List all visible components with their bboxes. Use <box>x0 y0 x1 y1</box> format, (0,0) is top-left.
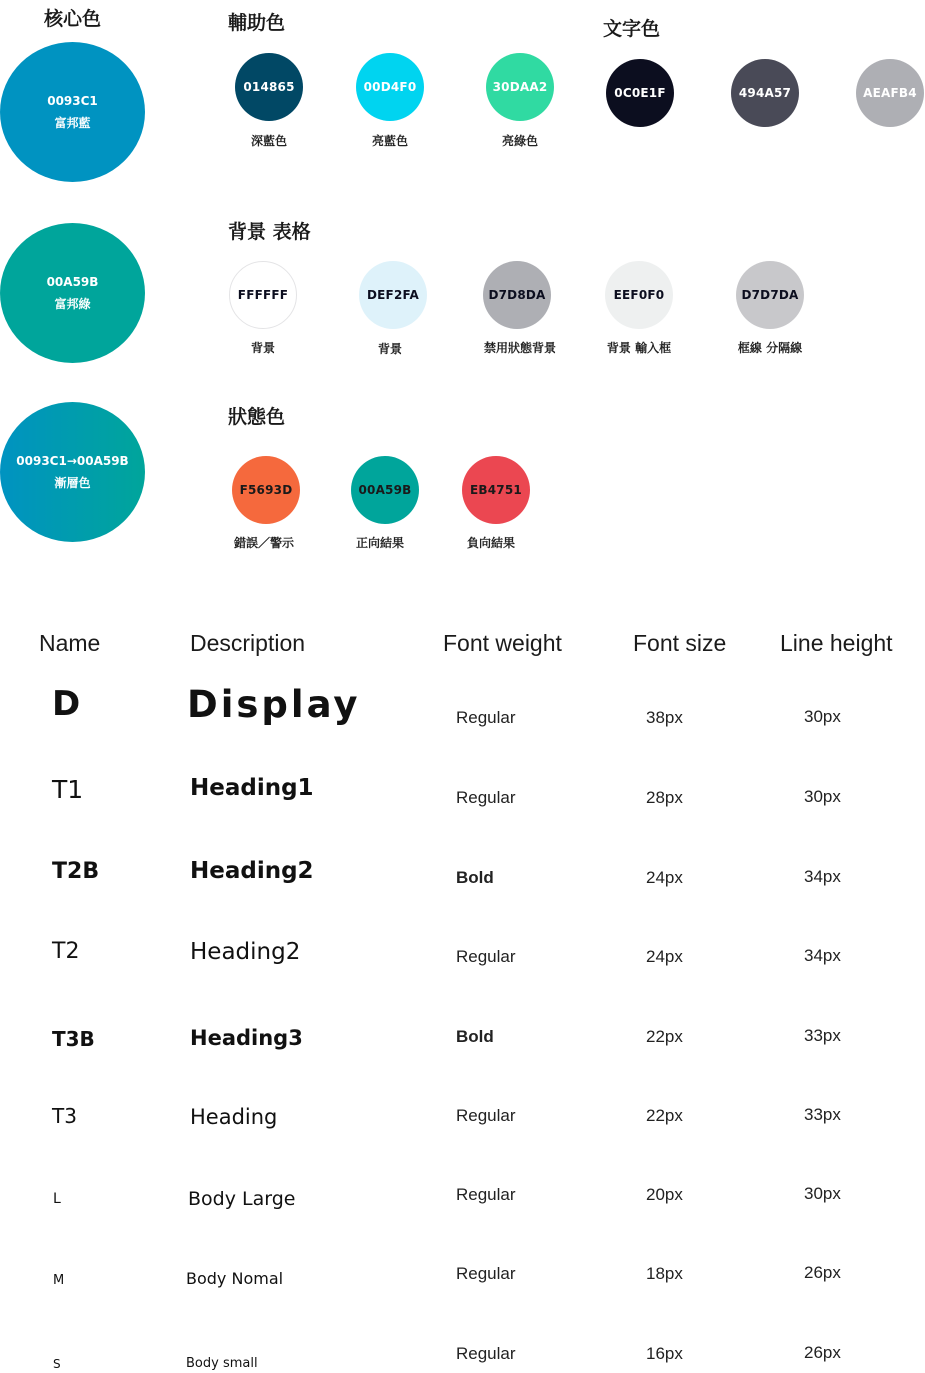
swatch-code: 0093C1 <box>47 94 98 108</box>
row-weight: Bold <box>456 1027 494 1046</box>
swatch-label: 負向結果 <box>466 536 515 550</box>
row-description: Heading2 <box>190 939 301 965</box>
header-name: Name <box>39 630 101 656</box>
background-swatch: FFFFFF <box>229 261 297 329</box>
row-size: 16px <box>646 1344 683 1363</box>
row-size: 24px <box>646 947 683 966</box>
row-weight: Regular <box>456 788 516 807</box>
background-colors-title: 背景 表格 <box>228 221 311 243</box>
row-weight: Regular <box>456 1185 516 1204</box>
text-colors-title: 文字色 <box>603 18 661 40</box>
header-font-weight: Font weight <box>443 630 562 656</box>
row-line-height: 30px <box>804 787 841 806</box>
row-name: T3B <box>52 1027 95 1051</box>
row-name: S <box>53 1357 61 1371</box>
swatch-label: 亮綠色 <box>501 134 538 148</box>
row-weight: Bold <box>456 868 494 887</box>
row-description: Body small <box>186 1356 258 1371</box>
row-size: 18px <box>646 1264 683 1283</box>
swatch-code: 0093C1→00A59B <box>16 454 129 468</box>
swatch-label: 背景 輸入框 <box>606 341 672 355</box>
header-line-height: Line height <box>780 630 893 656</box>
core-swatch-green <box>0 223 145 363</box>
row-weight: Regular <box>456 1106 516 1125</box>
status-swatch: EB4751 <box>462 456 530 524</box>
row-name: M <box>53 1273 65 1288</box>
header-font-size: Font size <box>633 630 727 656</box>
header-description: Description <box>190 630 306 656</box>
secondary-swatch: 30DAA2 <box>486 53 554 121</box>
row-weight: Regular <box>456 1264 516 1283</box>
row-description: Body Large <box>188 1188 296 1210</box>
row-line-height: 33px <box>804 1105 841 1124</box>
row-size: 28px <box>646 788 683 807</box>
row-line-height: 34px <box>804 946 841 965</box>
status-swatch: F5693D <box>232 456 300 524</box>
row-weight: Regular <box>456 708 516 727</box>
row-line-height: 26px <box>804 1343 841 1362</box>
status-swatch: 00A59B <box>351 456 419 524</box>
row-weight: Regular <box>456 1344 516 1363</box>
row-line-height: 30px <box>804 1184 841 1203</box>
secondary-colors-title: 輔助色 <box>228 12 286 34</box>
background-swatch: D7D7DA <box>736 261 804 329</box>
row-line-height: 30px <box>804 707 841 726</box>
background-swatch: EEF0F0 <box>605 261 673 329</box>
swatch-name: 富邦藍 <box>54 116 91 130</box>
row-line-height: 33px <box>804 1026 841 1045</box>
text-swatch: AEAFB4 <box>856 59 924 127</box>
row-description: Heading1 <box>190 775 314 801</box>
secondary-swatch: 014865 <box>235 53 303 121</box>
core-swatch-blue <box>0 42 145 182</box>
row-name: T2 <box>52 939 80 964</box>
swatch-name: 富邦綠 <box>54 297 91 311</box>
swatch-label: 正向結果 <box>355 536 404 550</box>
row-description: Heading3 <box>190 1026 303 1050</box>
background-swatch: DEF2FA <box>359 261 427 329</box>
row-size: 22px <box>646 1106 683 1125</box>
swatch-code: 00A59B <box>46 275 99 289</box>
row-weight: Regular <box>456 947 516 966</box>
row-name: T2B <box>52 859 100 884</box>
text-swatch: 0C0E1F <box>606 59 674 127</box>
text-swatch: 494A57 <box>731 59 799 127</box>
row-size: 24px <box>646 868 683 887</box>
row-name: D <box>52 684 81 724</box>
secondary-swatch: 00D4F0 <box>356 53 424 121</box>
row-size: 22px <box>646 1027 683 1046</box>
row-description: Display <box>187 683 361 726</box>
row-line-height: 34px <box>804 867 841 886</box>
row-size: 20px <box>646 1185 683 1204</box>
swatch-name: 漸層色 <box>54 476 91 490</box>
row-line-height: 26px <box>804 1263 841 1282</box>
swatch-label: 錯誤／警示 <box>233 536 294 550</box>
row-description: Heading <box>190 1105 278 1129</box>
swatch-label: 背景 <box>250 341 275 355</box>
row-size: 38px <box>646 708 683 727</box>
swatch-label: 亮藍色 <box>371 134 408 148</box>
core-swatch-gradient <box>0 402 145 542</box>
core-colors-title: 核心色 <box>44 8 102 30</box>
row-name: T3 <box>52 1104 77 1128</box>
background-swatch: D7D8DA <box>483 261 551 329</box>
swatch-label: 框線 分隔線 <box>737 341 803 355</box>
swatch-label: 深藍色 <box>250 134 287 148</box>
row-name: L <box>53 1191 61 1207</box>
swatch-label: 背景 <box>377 342 402 356</box>
row-description: Body Nomal <box>186 1269 284 1288</box>
row-description: Heading2 <box>190 858 314 884</box>
swatch-label: 禁用狀態背景 <box>483 341 556 355</box>
status-colors-title: 狀態色 <box>228 406 286 428</box>
row-name: T1 <box>52 775 84 804</box>
